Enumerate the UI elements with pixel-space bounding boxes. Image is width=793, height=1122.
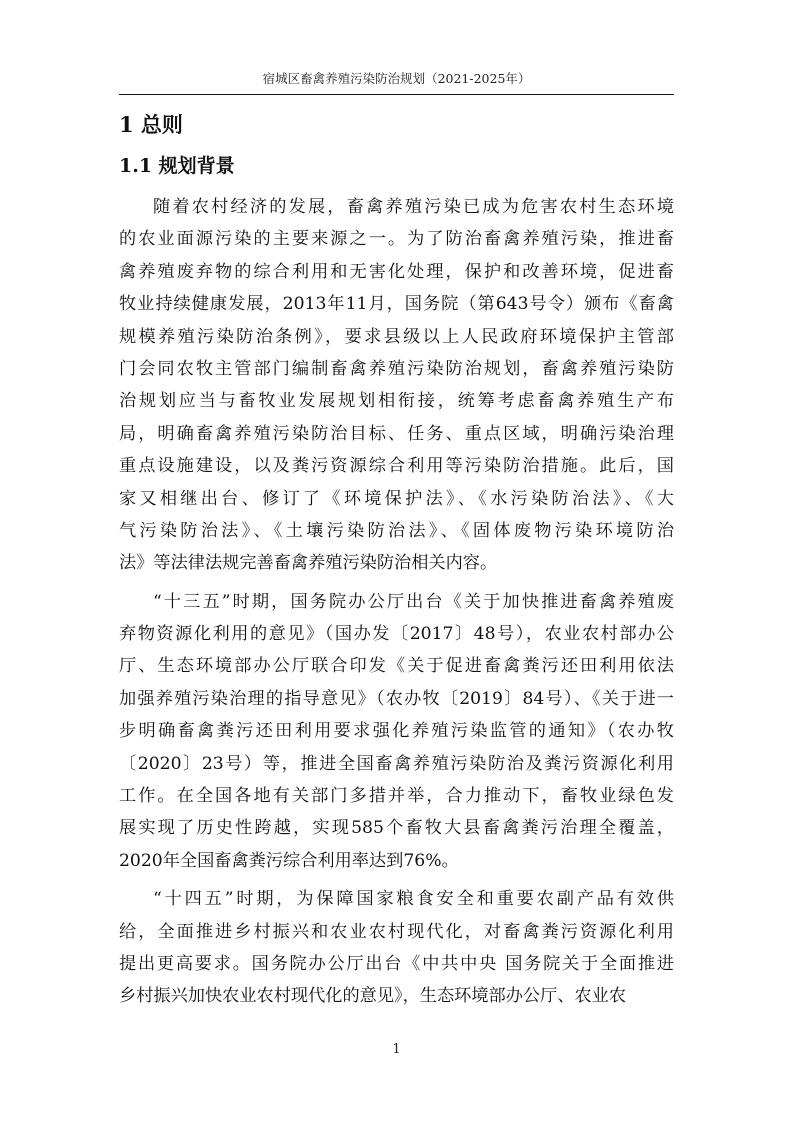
paragraph-line: 加强养殖污染治理的指导意见》（农办牧〔2019〕84号）、《关于进一 — [119, 688, 674, 709]
paragraph-line: 牧业持续健康发展，2013年11月，国务院（第643号令）颁布《畜禽 — [119, 294, 674, 315]
paragraph — [119, 586, 674, 878]
paragraph-line: 乡村振兴加快农业农村现代化的意见》，生态环境部办公厅、农业农 — [119, 986, 627, 1007]
paragraph-line: 随着农村经济的发展，畜禽养殖污染已成为危害农村生态环境 — [153, 197, 674, 217]
paragraph-line: 厅、生态环境部办公厅联合印发《关于促进畜禽粪污还田利用依法 — [119, 656, 674, 677]
paragraph-line: 家又相继出台、修订了《环境保护法》、《水污染防治法》、《大 — [119, 488, 674, 509]
paragraph-line: 步明确畜禽粪污还田利用要求强化养殖污染监管的通知》（农办牧 — [119, 721, 674, 742]
paragraph-line: 2020年全国畜禽粪污综合利用率达到76%。 — [119, 850, 459, 871]
paragraph-line: 展实现了历史性跨越，实现585个畜牧大县畜禽粪污治理全覆盖， — [119, 818, 674, 839]
paragraph-line: 的农业面源污染的主要来源之一。为了防治畜禽养殖污染，推进畜 — [119, 229, 674, 250]
running-header: 宿城区畜禽养殖污染防治规划（2021-2025年） — [262, 71, 531, 86]
page-number: 1 — [392, 1042, 401, 1057]
header-rule — [119, 94, 674, 95]
paragraph-line: 提出更高要求。国务院办公厅出台《中共中央 国务院关于全面推进 — [119, 953, 674, 974]
paragraph-line: 门会同农牧主管部门编制畜禽养殖污染防治规划，畜禽养殖污染防 — [119, 358, 674, 379]
paragraph-line: 规模养殖污染防治条例》，要求县级以上人民政府环境保护主管部 — [119, 326, 674, 347]
paragraph-line: 局，明确畜禽养殖污染防治目标、任务、重点区域，明确污染治理 — [119, 423, 674, 444]
paragraph-line: 工作。在全国各地有关部门多措并举，合力推动下，畜牧业绿色发 — [119, 786, 674, 807]
section-heading: 1 总则 — [119, 112, 183, 137]
paragraph-line: 〔2020〕23号）等，推进全国畜禽养殖污染防治及粪污资源化利用 — [119, 753, 674, 774]
paragraph-line: 法》等法律法规完善畜禽养殖污染防治相关内容。 — [119, 553, 498, 574]
paragraph-line: “十四五”时期，为保障国家粮食安全和重要农副产品有效供 — [153, 889, 674, 910]
body-text — [119, 191, 674, 1013]
paragraph-line: 气污染防治法》、《土壤污染防治法》、《固体废物污染环境防治 — [119, 520, 674, 541]
paragraph-line: 弃物资源化利用的意见》（国办发〔2017〕48号），农业农村部办公 — [119, 624, 674, 645]
paragraph-line: 治规划应当与畜牧业发展规划相衔接，统筹考虑畜禽养殖生产布 — [119, 391, 674, 412]
page-content — [119, 105, 674, 1013]
paragraph-line: 给，全面推进乡村振兴和农业农村现代化，对畜禽粪污资源化利用 — [119, 921, 674, 942]
subsection-heading: 1.1 规划背景 — [119, 155, 235, 177]
paragraph-line: 重点设施建设，以及粪污资源综合利用等污染防治措施。此后，国 — [119, 456, 674, 477]
paragraph-line: 禽养殖废弃物的综合利用和无害化处理，保护和改善环境，促进畜 — [119, 261, 674, 282]
paragraph — [119, 191, 674, 580]
paragraph — [119, 883, 674, 1013]
paragraph-line: “十三五”时期，国务院办公厅出台《关于加快推进畜禽养殖废 — [153, 591, 674, 612]
